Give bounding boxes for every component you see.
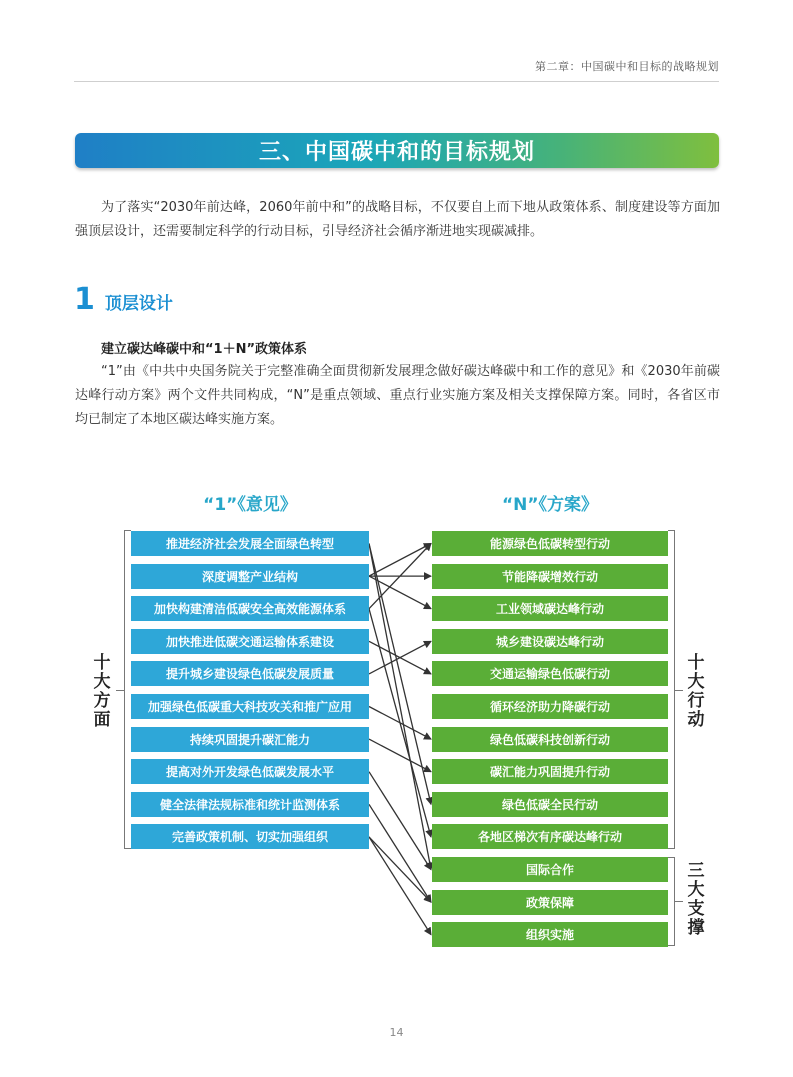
action-box-1: 能源绿色低碳转型行动 [432,531,668,556]
policy-paragraph: “1”由《中共中央国务院关于完整准确全面贯彻新发展理念做好碳达峰碳中和工作的意见》和《2030年前碳达峰行动方案》两个文件共同构成，“N”是重点领域、重点行业实施方案及相关支撑保障方案。同时，各省区市均已制定了本地区碳达峰实施方案。 [75,364,720,427]
aspect-box-8: 提高对外开发绿色低碳发展水平 [131,759,369,784]
left-bracket-tick [116,690,124,691]
subsection-title: 顶层设计 [104,294,173,314]
three-supports-label: 三大支撑 [687,861,705,938]
page-number: 14 [389,1026,404,1039]
supports-bracket-tick [675,901,683,902]
aspect-box-6: 加强绿色低碳重大科技攻关和推广应用 [131,694,369,719]
policy-title: 建立碳达峰碳中和“1＋N”政策体系 [101,342,308,357]
action-box-7: 绿色低碳科技创新行动 [432,727,668,752]
action-box-2: 节能降碳增效行动 [432,564,668,589]
aspect-box-3: 加快构建清洁低碳安全高效能源体系 [131,596,369,621]
aspect-box-10: 完善政策机制、切实加强组织 [131,824,369,849]
ten-actions-label: 十大行动 [687,653,705,730]
intro-paragraph: 为了落实“2030年前达峰，2060年前中和”的战略目标，不仅要自上而下地从政策体系、制度建设等方面加强顶层设计，还需要制定科学的行动目标，引导经济社会循序渐进地实现碳减排。 [75,200,720,239]
right-column-title: “N”《方案》 [501,495,599,515]
ten-aspects-label: 十大方面 [93,653,111,730]
aspect-box-2: 深度调整产业结构 [131,564,369,589]
aspect-box-4: 加快推进低碳交通运输体系建设 [131,629,369,654]
actions-bracket [668,530,675,849]
section-title: 三、中国碳中和的目标规划 [258,140,535,165]
action-box-4: 城乡建设碳达峰行动 [432,629,668,654]
action-box-5: 交通运输绿色低碳行动 [432,661,668,686]
connector-arrow-13 [369,837,431,935]
supports-bracket [668,857,675,946]
subsection-number: 1 [74,282,95,317]
connector-arrow-4 [369,544,431,577]
aspect-box-1: 推进经济社会发展全面绿色转型 [131,531,369,556]
support-box-3: 组织实施 [432,922,668,947]
action-box-6: 循环经济助力降碳行动 [432,694,668,719]
left-column-title: “1”《意见》 [203,495,297,515]
support-box-1: 国际合作 [432,857,668,882]
action-box-8: 碳汇能力巩固提升行动 [432,759,668,784]
left-bracket [124,530,131,849]
action-box-9: 绿色低碳全民行动 [432,792,668,817]
chapter-header: 第二章：中国碳中和目标的战略规划 [535,60,719,73]
support-box-2: 政策保障 [432,890,668,915]
aspect-box-7: 持续巩固提升碳汇能力 [131,727,369,752]
aspect-box-9: 健全法律法规标准和统计监测体系 [131,792,369,817]
action-box-10: 各地区梯次有序碳达峰行动 [432,824,668,849]
connector-arrow-14 [369,609,431,837]
action-box-3: 工业领域碳达峰行动 [432,596,668,621]
connector-arrow-9 [369,739,431,772]
actions-bracket-tick [675,690,683,691]
connector-arrow-1 [369,544,431,805]
aspect-box-5: 提升城乡建设绿色低碳发展质量 [131,661,369,686]
connector-arrow-12 [369,837,431,902]
